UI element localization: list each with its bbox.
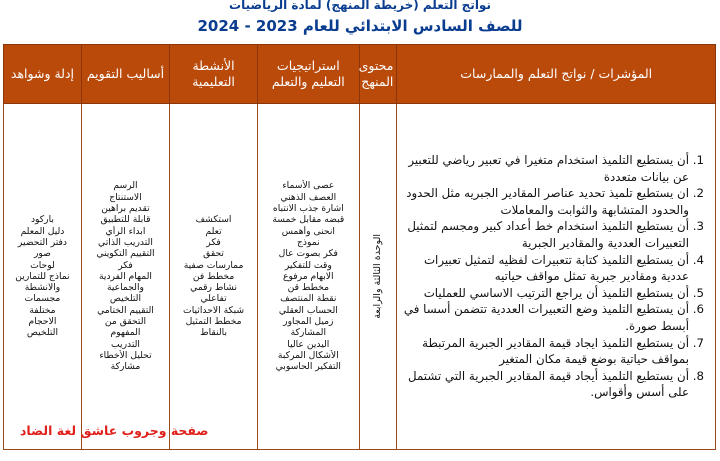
content-text: الوحدة الثالثة والرابعة [372, 234, 384, 319]
list-item: ممارسات صفية [183, 259, 244, 271]
strategies-list [258, 180, 358, 372]
list-item: قابلة للتطبيق [100, 214, 151, 226]
table-header-row [4, 45, 716, 104]
list-item: انحنى وأهمس [281, 225, 335, 237]
list-item: قبضه مقابل خمسة [272, 214, 345, 226]
header-content: محتوى المنهج [359, 45, 397, 104]
list-item: التقييم التكويني [96, 248, 155, 260]
list-item: التحقق من [104, 316, 147, 328]
list-item: التدريب الذاتي [98, 236, 153, 248]
header-strategies: استراتيجيات التعليم والتعلم [258, 45, 359, 104]
header-evidence: إدلة وشواهد [4, 45, 82, 104]
list-item: الاستنتاج [109, 191, 142, 203]
list-item: 6. أن يستطيع التلميذ وضع التعبيرات العددية تتضمن أسسا في أبسط صورة. [403, 301, 689, 334]
list-item: المفهوم [110, 327, 141, 339]
list-item: التفكير الحاسوبي [275, 361, 341, 373]
list-item: تحليل الأخطاء [99, 349, 152, 361]
list-item: مجسمات [24, 293, 61, 305]
list-item: التدريب [110, 338, 140, 350]
list-item: تحقق [203, 248, 224, 260]
list-item: مخطط التمثيل [185, 316, 242, 328]
list-item: الاحجام [28, 316, 57, 328]
list-item: عصى الأسماء [282, 180, 335, 192]
curriculum-table [3, 44, 716, 450]
list-item: المهام الفردية [98, 270, 152, 282]
list-item: التلخيص [109, 293, 142, 305]
list-item: مشاركة [110, 361, 141, 373]
list-item: صور [33, 248, 51, 260]
list-item: مخطط قن [287, 282, 330, 294]
list-item: اليدين عاليا [287, 338, 330, 350]
evidence-cell [4, 104, 82, 450]
assessment-cell [81, 104, 169, 450]
list-item: لوحات [30, 259, 55, 271]
list-item: الحساب العقلي [278, 304, 338, 316]
list-item: والجماعية [106, 282, 144, 294]
list-item: الرسم [113, 180, 138, 192]
list-item: تعلم [205, 225, 222, 237]
page-subtitle: نواتج التعلم (خريطة المنهج) لمادة الرياضيات [229, 0, 491, 12]
list-item: بالنقاط [200, 327, 227, 339]
list-item: التقييم الختامي [97, 304, 154, 316]
list-item: فكر [118, 259, 133, 271]
list-item: 1. أن يستطيع التلميذ استخدام متغيرا في تعبير رياضي للتعبير عن بيانات متعددة [403, 152, 689, 185]
list-item: ابداء الرأي [105, 225, 146, 237]
outcomes-list [397, 152, 715, 401]
list-item: 2. ان يستطيع تلميذ تحديد عناصر المقادير الجبريه مثل الحدود والحدود المتشابهة والثوابت والمعاملات [403, 185, 689, 218]
header-outcomes: المؤشرات / نواتج التعلم والممارسات [397, 45, 716, 104]
strategies-cell [258, 104, 359, 450]
list-item: 5. أن يستطيع التلميذ أن يراجع الترتيب الاساسي للعمليات [403, 285, 689, 302]
list-item: اشارة جذب الانتباه [272, 203, 344, 215]
header-assessment: أساليب التقويم [81, 45, 169, 104]
assessment-list [82, 180, 169, 372]
list-item: الابهام مرفوع [283, 270, 334, 282]
list-item: مختلفة [29, 304, 56, 316]
list-item: زميل المجاور [283, 316, 334, 328]
list-item: دفتر التحضير [17, 236, 68, 248]
list-item: وقت للتفكير [284, 259, 332, 271]
list-item: نشاط رقمي [190, 282, 237, 294]
list-item: نقطة المنتصف [280, 293, 337, 305]
list-item: والانشطة [24, 282, 61, 294]
list-item: نموذج [296, 236, 320, 248]
list-item: باركود [30, 214, 54, 226]
list-item: تفاعلي [200, 293, 227, 305]
list-item: 4. أن يستطيع التلميذ كتابة تتعبيرات لفظيه لتمثيل تعبيرات عددية ومقادير جبرية تمثل مواقف حياتيه [403, 252, 689, 285]
outcomes-cell [397, 104, 716, 450]
list-item: دليل المعلم [20, 225, 65, 237]
list-item: 3. أن يستطيع التلميذ استخدام خط أعداد كبير ومجسم لتمثيل التعبيرات العددية والمقادير الجبرية [403, 218, 689, 251]
list-item: التلخيص [26, 327, 59, 339]
list-item: تقديم براهين [101, 203, 150, 215]
activities-cell [170, 104, 258, 450]
header-activities: الأنشطة التعليمية [170, 45, 258, 104]
evidence-list [4, 214, 81, 338]
list-item: 7. أن يستطيع التلميذ ايجاد قيمة المقادير الجبرية المرتبطة بمواقف حياتية بوضع قيمة مكان المتغير [403, 335, 689, 368]
list-item: نماذج للتمارين [15, 270, 70, 282]
list-item: المشاركة [290, 327, 327, 339]
footer-credit: صفحة وجروب عاشق لغة الضاد [20, 423, 209, 438]
list-item: استكشف [195, 214, 232, 226]
list-item: مخطط فن [192, 270, 235, 282]
page-title: للصف السادس الابتدائي للعام 2023 - 2024 [197, 17, 523, 35]
content-cell [359, 104, 397, 450]
list-item: الأشكال المركبة [277, 349, 339, 361]
list-item: فكر [206, 236, 221, 248]
list-item: شبكة الاحداثيات [183, 304, 245, 316]
table-row [4, 104, 716, 450]
activities-list [170, 214, 257, 338]
list-item: 8. أن يستطيع التلميذ أيجاد قيمة المقادير الجبرية التي تشتمل على أسس وأقواس. [403, 368, 689, 401]
list-item: فكر بصوت عال [278, 248, 338, 260]
list-item: العصف الذهني [280, 191, 337, 203]
